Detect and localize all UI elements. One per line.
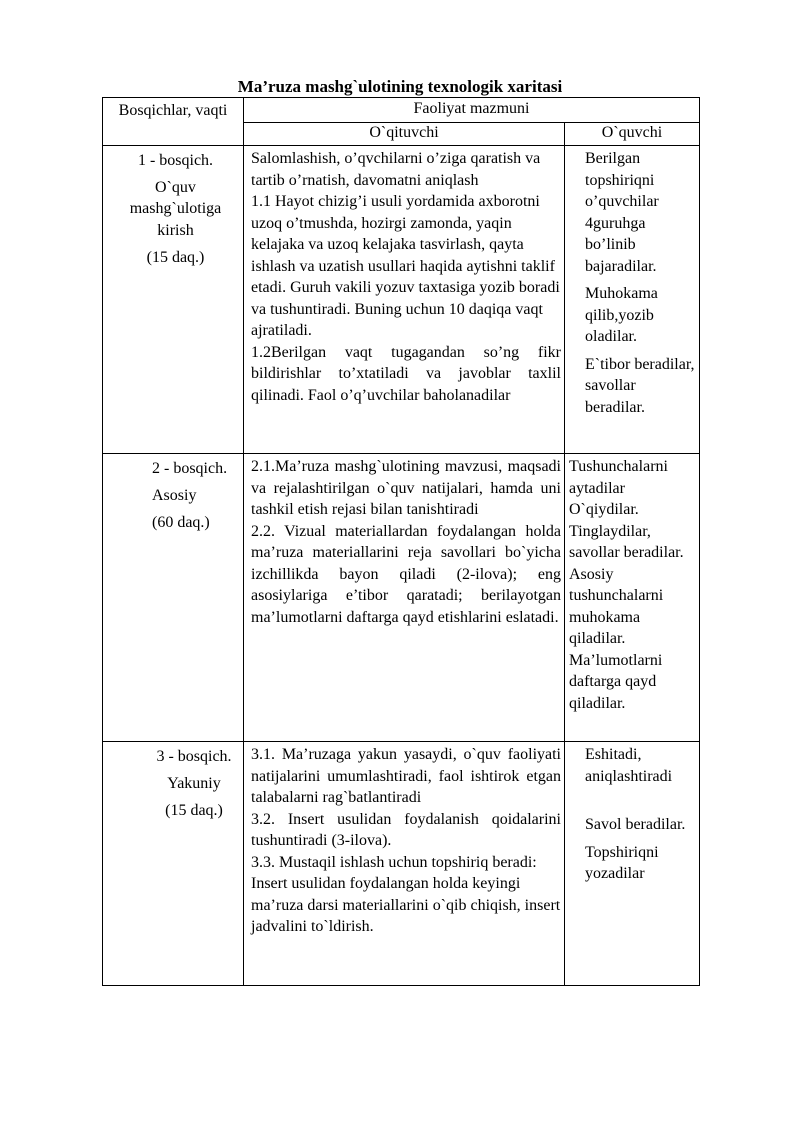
- table-row: [103, 146, 700, 454]
- teacher-text: 1.2Berilgan vaqt tugagandan so’ng fikr bildirishlar to’xtatiladi va javoblar taxlil qilinadi. Faol o’q’uvchilar baholanadilar: [251, 343, 561, 404]
- student-text: Savol beradilar.: [585, 816, 686, 833]
- student-text: Berilgan topshiriqni o’quvchilar 4guruhga bo’linib bajaradilar.: [585, 150, 659, 275]
- table-row: [103, 742, 700, 986]
- stage-cell: [103, 742, 244, 986]
- teacher-cell: [244, 742, 565, 986]
- header-stage-time: Bosqichlar, vaqti: [103, 98, 244, 146]
- header-teacher: O`qituvchi: [244, 123, 565, 146]
- teacher-text: 3.1. Ma’ruzaga yakun yasaydi, o`quv faoliyati natijalarini umumlashtiradi, faol ishtirok etgan talabalarni rag`batlantiradi: [251, 746, 561, 806]
- teacher-text: 3.2. Insert usulidan foydalanish qoidalarini tushuntiradi (3-ilova).: [251, 810, 561, 849]
- teacher-text: 3.3. Mustaqil ishlash uchun topshiriq beradi: Insert usulidan foydalangan holda keyingi ma’ruza darsi materiallarini o`qib chiqish, insert jadvalini to`ldirish.: [251, 853, 561, 935]
- student-text: Muhokama qilib,yozib oladilar.: [585, 285, 658, 345]
- stage-time: (15 daq.): [146, 249, 205, 266]
- teacher-cell: [244, 454, 565, 742]
- stage-label: 2 - bosqich.: [152, 460, 228, 477]
- student-text: Topshiriqni yozadilar: [585, 843, 659, 882]
- header-activity: Faoliyat mazmuni: [244, 98, 700, 123]
- stage-cell: [103, 454, 244, 742]
- stage-name: O`quv mashg`ulotiga kirish: [129, 178, 222, 239]
- student-text: Eshitadi, aniqlashtiradi: [585, 746, 673, 785]
- stage-label: 1 - bosqich.: [137, 152, 214, 169]
- stage-name: Asosiy: [152, 486, 197, 504]
- student-cell: [565, 454, 700, 742]
- header-student: O`quvchi: [565, 123, 700, 146]
- page-title: Ma’ruza mashg`ulotining texnologik xaritasi: [237, 77, 563, 96]
- stage-time: (60 daq.): [152, 514, 210, 531]
- student-text: E`tibor beradilar, savollar beradilar.: [585, 355, 695, 416]
- stage-cell: [103, 146, 244, 454]
- teacher-text: 2.1.Ma’ruza mashg`ulotining mavzusi, maqsadi va rejalashtirilgan o`quv natijalari, hamda uni tashkil etish rejasi bilan tanishtiradi: [251, 458, 561, 518]
- table-row: [103, 454, 700, 742]
- stage-name: Yakuniy: [167, 774, 221, 792]
- teacher-text: 2.2. Vizual materiallardan foydalangan holda ma’ruza materiallarini reja savollari bo`yicha izchillikda bayon qiladi (2-ilova); eng asosiylariga e’tibor qaratadi; berilayotgan ma’lumotlarni daftarga qayd etishlarini eslatadi.: [251, 522, 561, 626]
- stage-time: (15 daq.): [165, 802, 223, 819]
- teacher-cell: [244, 146, 565, 454]
- teacher-text: 1.1 Hayot chizig’i usuli yordamida axborotni uzoq o’tmushda, hozirgi zamonda, yaqin kelajaka va uzoq kelajaka tasvirlash, qayta ishlash va uzatish usullari haqida aytishni taklif etadi. Guruh vakili yozuv taxtasiga yozib boradi va tushuntiradi. Buning uchun 10 daqiqa vaqt ajratiladi.: [251, 193, 560, 339]
- student-cell: [565, 742, 700, 986]
- student-cell: [565, 146, 700, 454]
- technology-map-table: [102, 97, 700, 986]
- teacher-text: Salomlashish, o’qvchilarni o’ziga qaratish va tartib o’rnatish, davomatni aniqlash: [251, 150, 541, 189]
- student-text: Tushunchalarni aytadilar O`qiydilar. Tinglaydilar, savollar beradilar. Asosiy tushunchalarni muhokama qiladilar. Ma’lumotlarni daftarga qayd qiladilar.: [569, 458, 684, 712]
- stage-label: 3 - bosqich.: [156, 748, 232, 765]
